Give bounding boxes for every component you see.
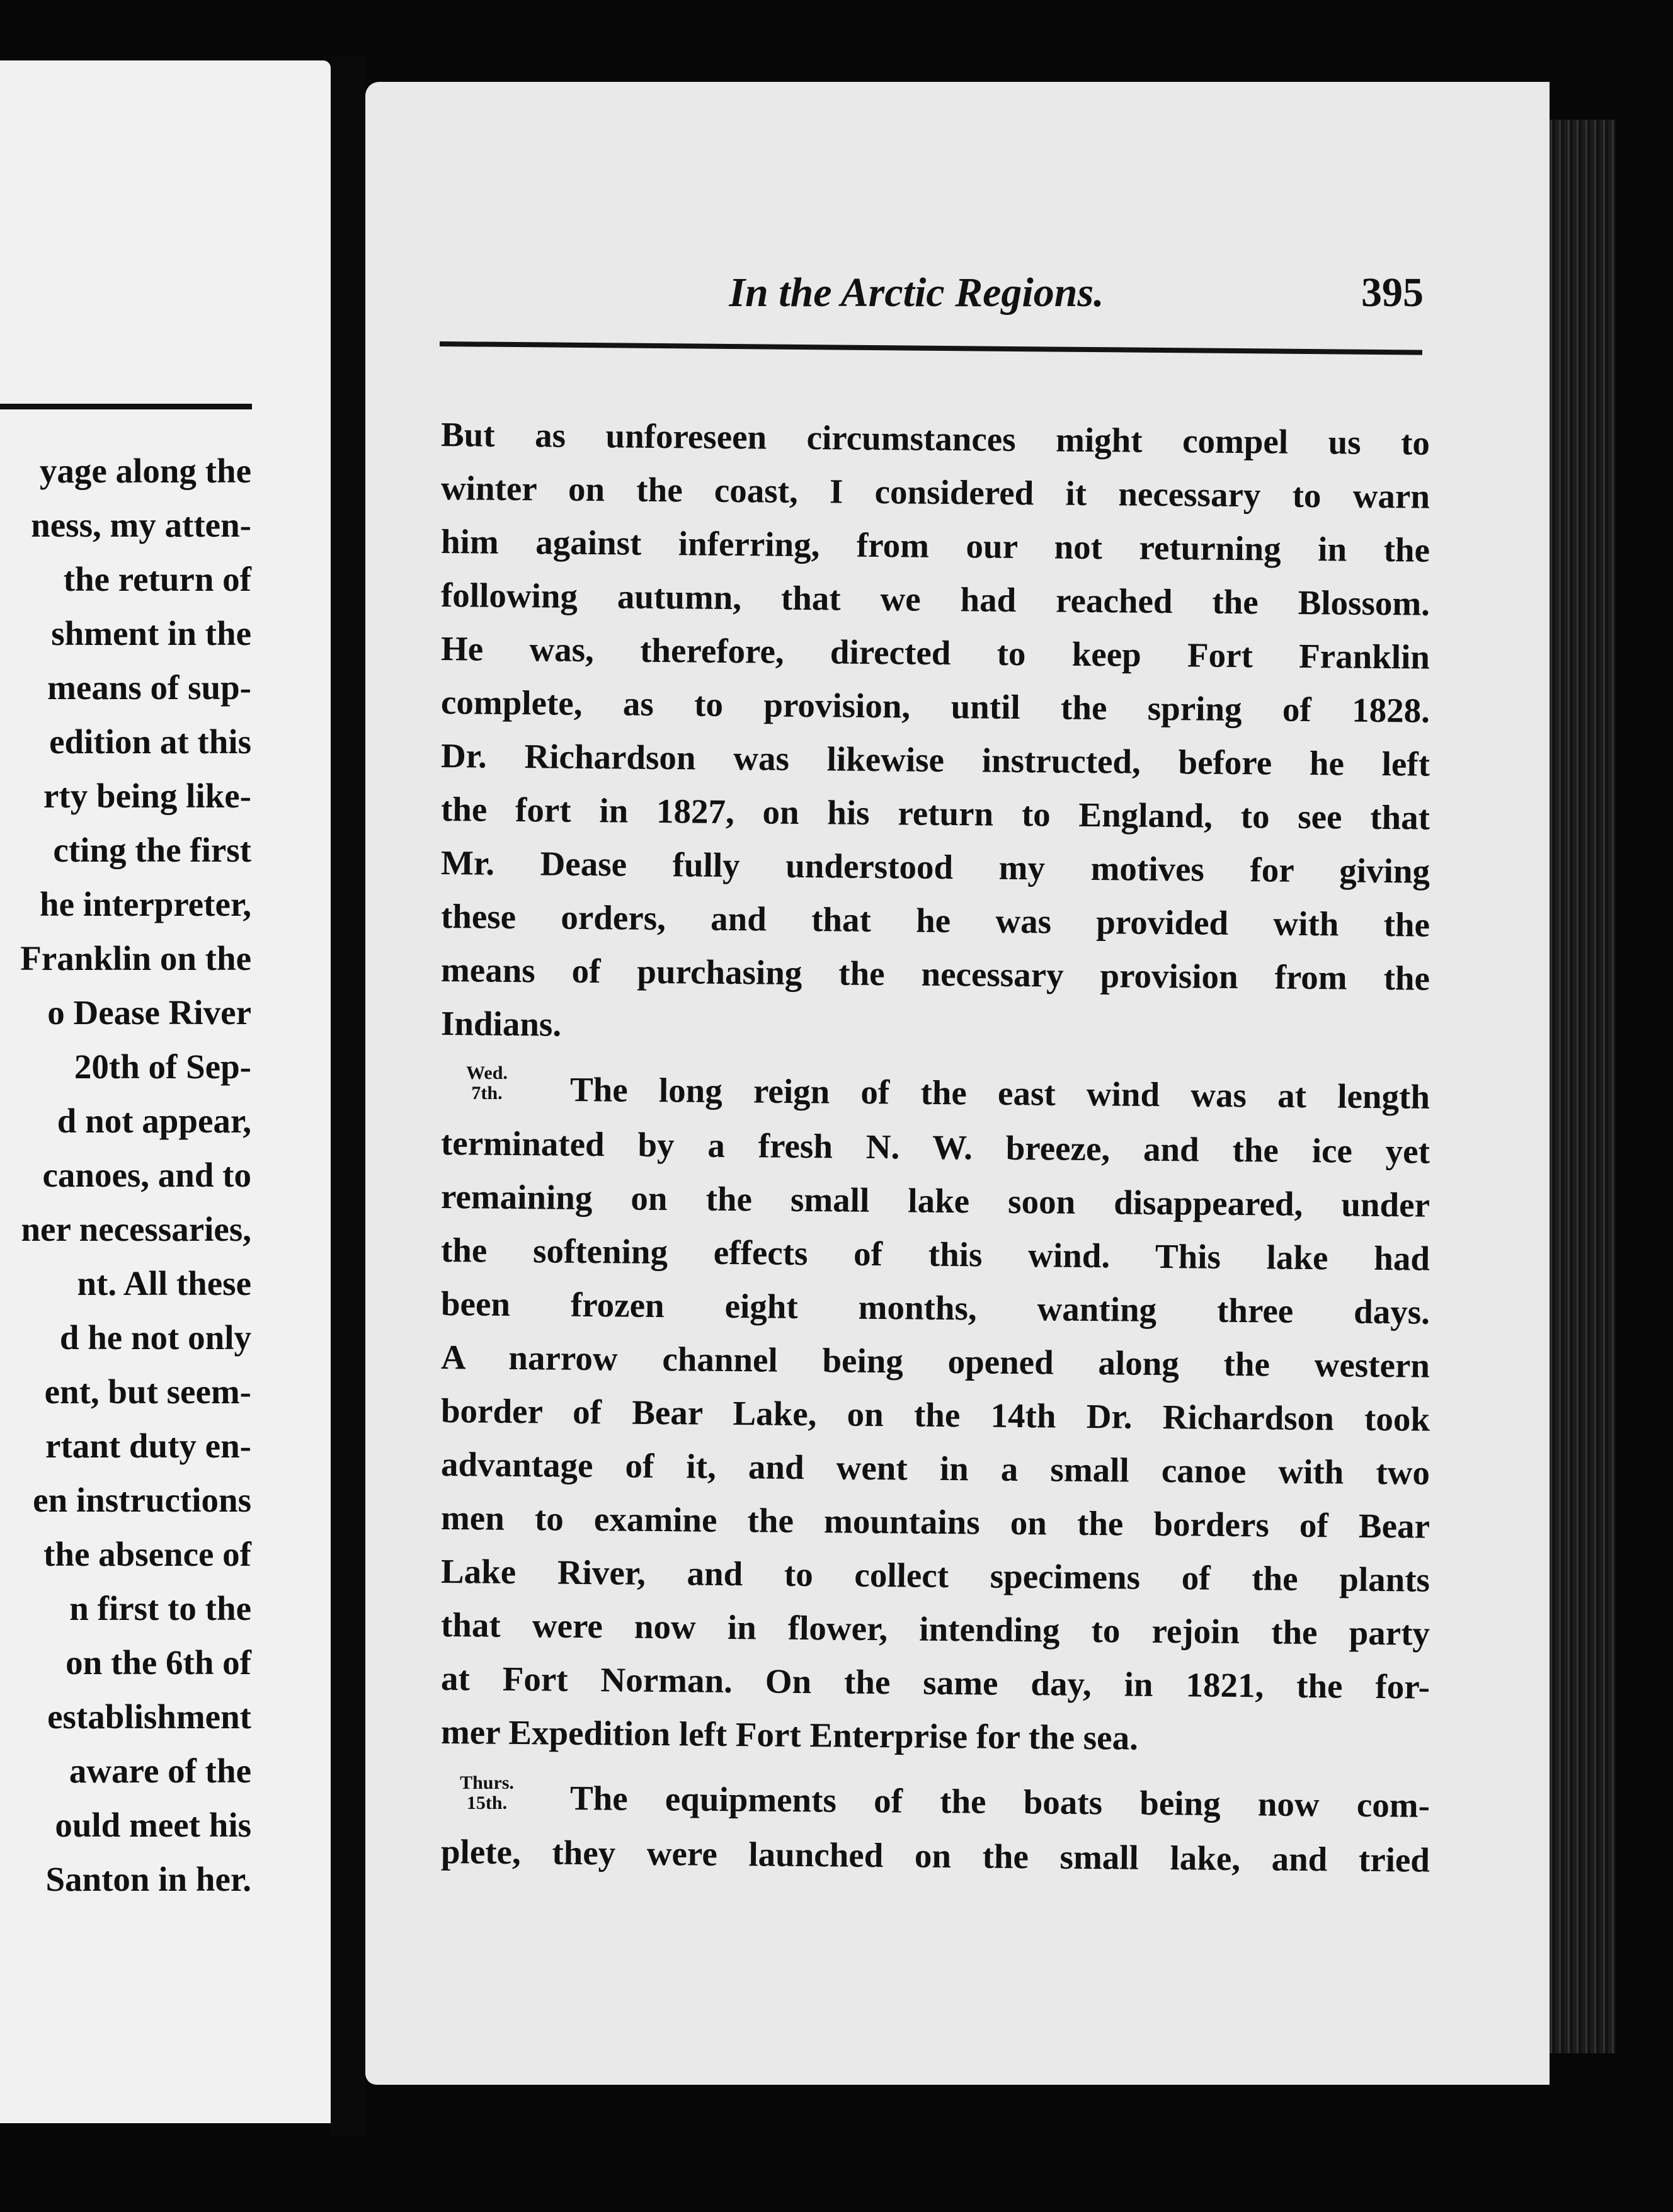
text-line: But as unforeseen circumstances might compel us to [440,415,1430,462]
text-line: remaining on the small lake soon disappeared, under [440,1177,1430,1224]
left-text-line: o Dease River [47,993,251,1032]
left-text-line: d he not only [59,1318,251,1357]
text-line: border of Bear Lake, on the 14th Dr. Richardson took [440,1391,1430,1439]
text-line: mer Expedition left Fort Enterprise for the sea. [440,1713,1139,1757]
text-line: The long reign of the east wind was at length [569,1070,1430,1116]
left-text-line: he interpreter, [39,885,251,923]
text-line: complete, as to provision, until the spring of 1828. [440,683,1430,730]
left-text-line: edition at this [49,722,251,761]
text-line: winter on the coast, I considered it necessary to warn [440,469,1430,516]
left-text-line: Santon in her. [45,1860,251,1898]
left-text-line: d not appear, [57,1102,251,1140]
text-line: at Fort Norman. On the same day, in 1821, the for- [440,1659,1430,1706]
left-text-line: rty being like- [43,777,251,815]
left-text-line: ent, but seem- [44,1372,251,1411]
page-edges-stack [1546,120,1616,2053]
text-line: The equipments of the boats being now com- [569,1779,1430,1825]
text-line: means of purchasing the necessary provision from the [440,950,1430,998]
left-text-line: ould meet his [55,1806,251,1844]
left-text-line: nt. All these [77,1264,251,1303]
left-text-line: on the 6th of [66,1643,251,1682]
margin-date-note [446,1773,528,1813]
left-text-line: establishment [47,1697,251,1736]
text-line: advantage of it, and went in a small canoe with two [440,1445,1430,1492]
left-text-line: ness, my atten- [31,506,251,544]
left-text-line: rtant duty en- [45,1427,251,1465]
left-text-line: 20th of Sep- [74,1047,251,1086]
left-text-line: en instructions [33,1481,251,1519]
left-text-line: the return of [63,560,251,598]
text-line: following autumn, that we had reached the Blossom. [440,576,1430,623]
text-line: Dr. Richardson was likewise instructed, before he left [440,736,1430,784]
text-line: A narrow channel being opened along the western [440,1338,1430,1385]
text-line: him against inferring, from our not returning in the [440,522,1430,569]
text-line: Indians. [440,1004,562,1044]
left-text-line: Franklin on the [20,939,251,978]
running-head: In the Arctic Regions. [729,270,1104,316]
text-line: the fort in 1827, on his return to England, to see that [440,790,1430,837]
text-line: terminated by a fresh N. W. breeze, and the ice yet [440,1124,1430,1171]
left-text-line: means of sup- [47,668,251,707]
book-gutter [331,57,365,2135]
text-line: men to examine the mountains on the borders of Bear [440,1498,1430,1546]
left-text-line: yage along the [39,452,251,490]
text-line: these orders, and that he was provided with the [440,897,1430,944]
left-page-fragment [0,60,331,2123]
right-page [365,82,1550,2085]
left-text-line: shment in the [51,614,251,653]
text-line: that were now in flower, intending to rejoin the party [440,1605,1430,1653]
text-line: Lake River, and to collect specimens of the plants [440,1552,1430,1599]
left-text-line: cting the first [53,831,251,869]
left-text-line: aware of the [69,1752,251,1790]
left-text-line: the absence of [43,1535,251,1573]
text-line: plete, they were launched on the small lake, and tried [440,1832,1430,1879]
left-header-rule [0,404,252,409]
page-number: 395 [1361,270,1424,316]
text-line: been frozen eight months, wanting three days. [440,1284,1430,1331]
text-line: the softening effects of this wind. This lake had [440,1231,1430,1278]
text-line: Mr. Dease fully understood my motives for giving [440,843,1430,891]
text-line: He was, therefore, directed to keep Fort Franklin [440,629,1430,676]
left-text-line: n first to the [69,1589,251,1628]
left-text-line: canoes, and to [42,1156,251,1194]
margin-date: 7th. [471,1083,503,1103]
margin-day: Wed. [466,1063,508,1083]
left-text-line: ner necessaries, [21,1210,251,1248]
margin-date-note [446,1063,528,1103]
margin-date: 15th. [466,1793,508,1813]
margin-day: Thurs. [460,1772,514,1793]
body-text [365,82,1550,2085]
